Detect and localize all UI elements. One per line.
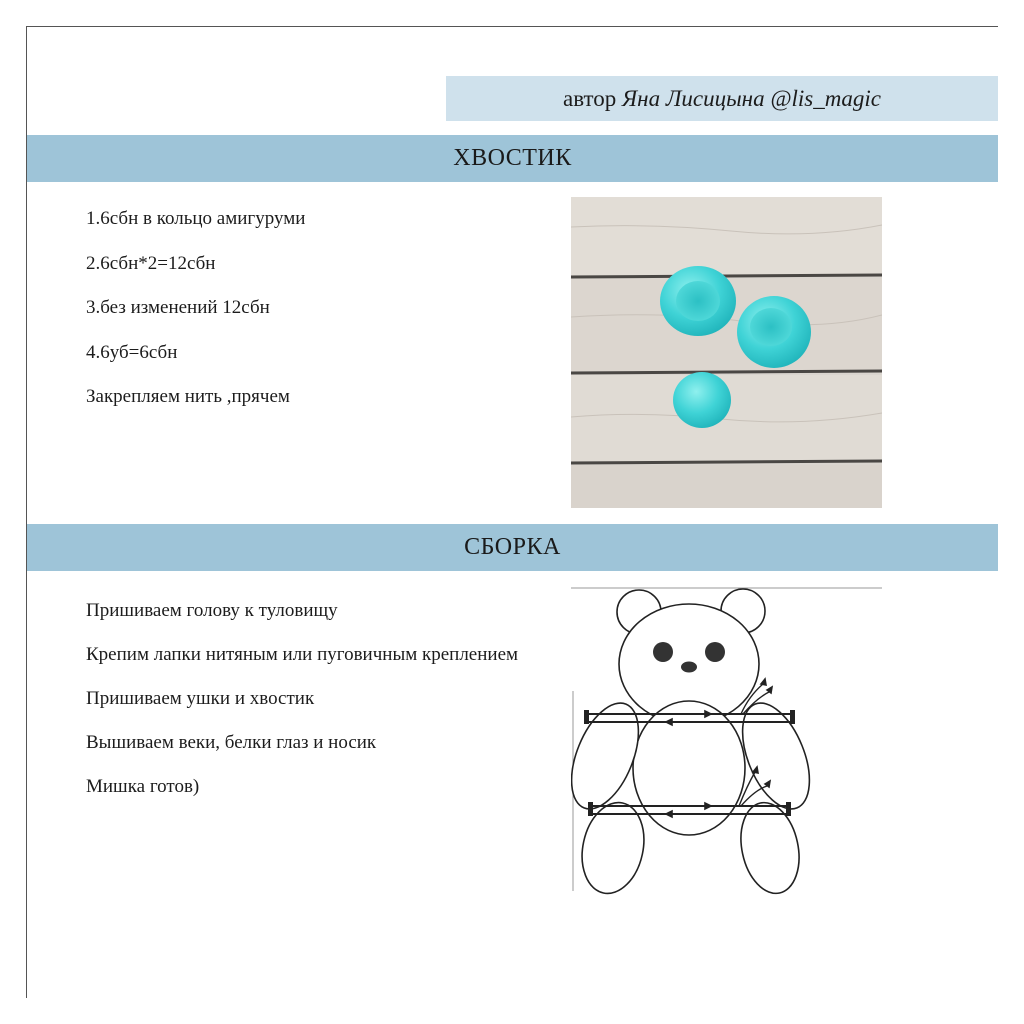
assembly-section-title: СБОРКА <box>464 534 561 560</box>
assembly-step: Пришиваем ушки и хвостик <box>86 688 315 709</box>
assembly-step: Вышиваем веки, белки глаз и носик <box>86 732 377 753</box>
tail-step: 4.6уб=6сбн <box>86 341 178 363</box>
author-credit-box <box>446 76 998 121</box>
tail-steps-list <box>86 206 506 429</box>
assembly-section-header <box>27 524 998 571</box>
crochet-tail-photo <box>571 197 882 508</box>
assembly-step: Пришиваем голову к туловищу <box>86 600 338 621</box>
author-credit <box>563 86 881 112</box>
author-name: Яна Лисицына @lis_magic <box>622 85 881 111</box>
tail-step: 1.6сбн в кольцо амигуруми <box>86 208 306 229</box>
assembly-step: Мишка готов) <box>86 776 200 797</box>
tail-step: Закрепляем нить ,прячем <box>86 386 290 407</box>
page-border-top <box>26 26 998 27</box>
tail-step: 3.без изменений 12сбн <box>86 297 270 318</box>
tail-step: 2.6сбн*2=12сбн <box>86 252 216 274</box>
tail-section-title: ХВОСТИК <box>453 145 572 171</box>
assembly-steps-list <box>86 596 546 816</box>
tail-section-header <box>27 135 998 182</box>
assembly-step: Крепим лапки нитяным или пуговичным креплением <box>86 644 519 665</box>
author-prefix: автор <box>563 85 617 111</box>
bear-assembly-diagram <box>571 586 882 896</box>
